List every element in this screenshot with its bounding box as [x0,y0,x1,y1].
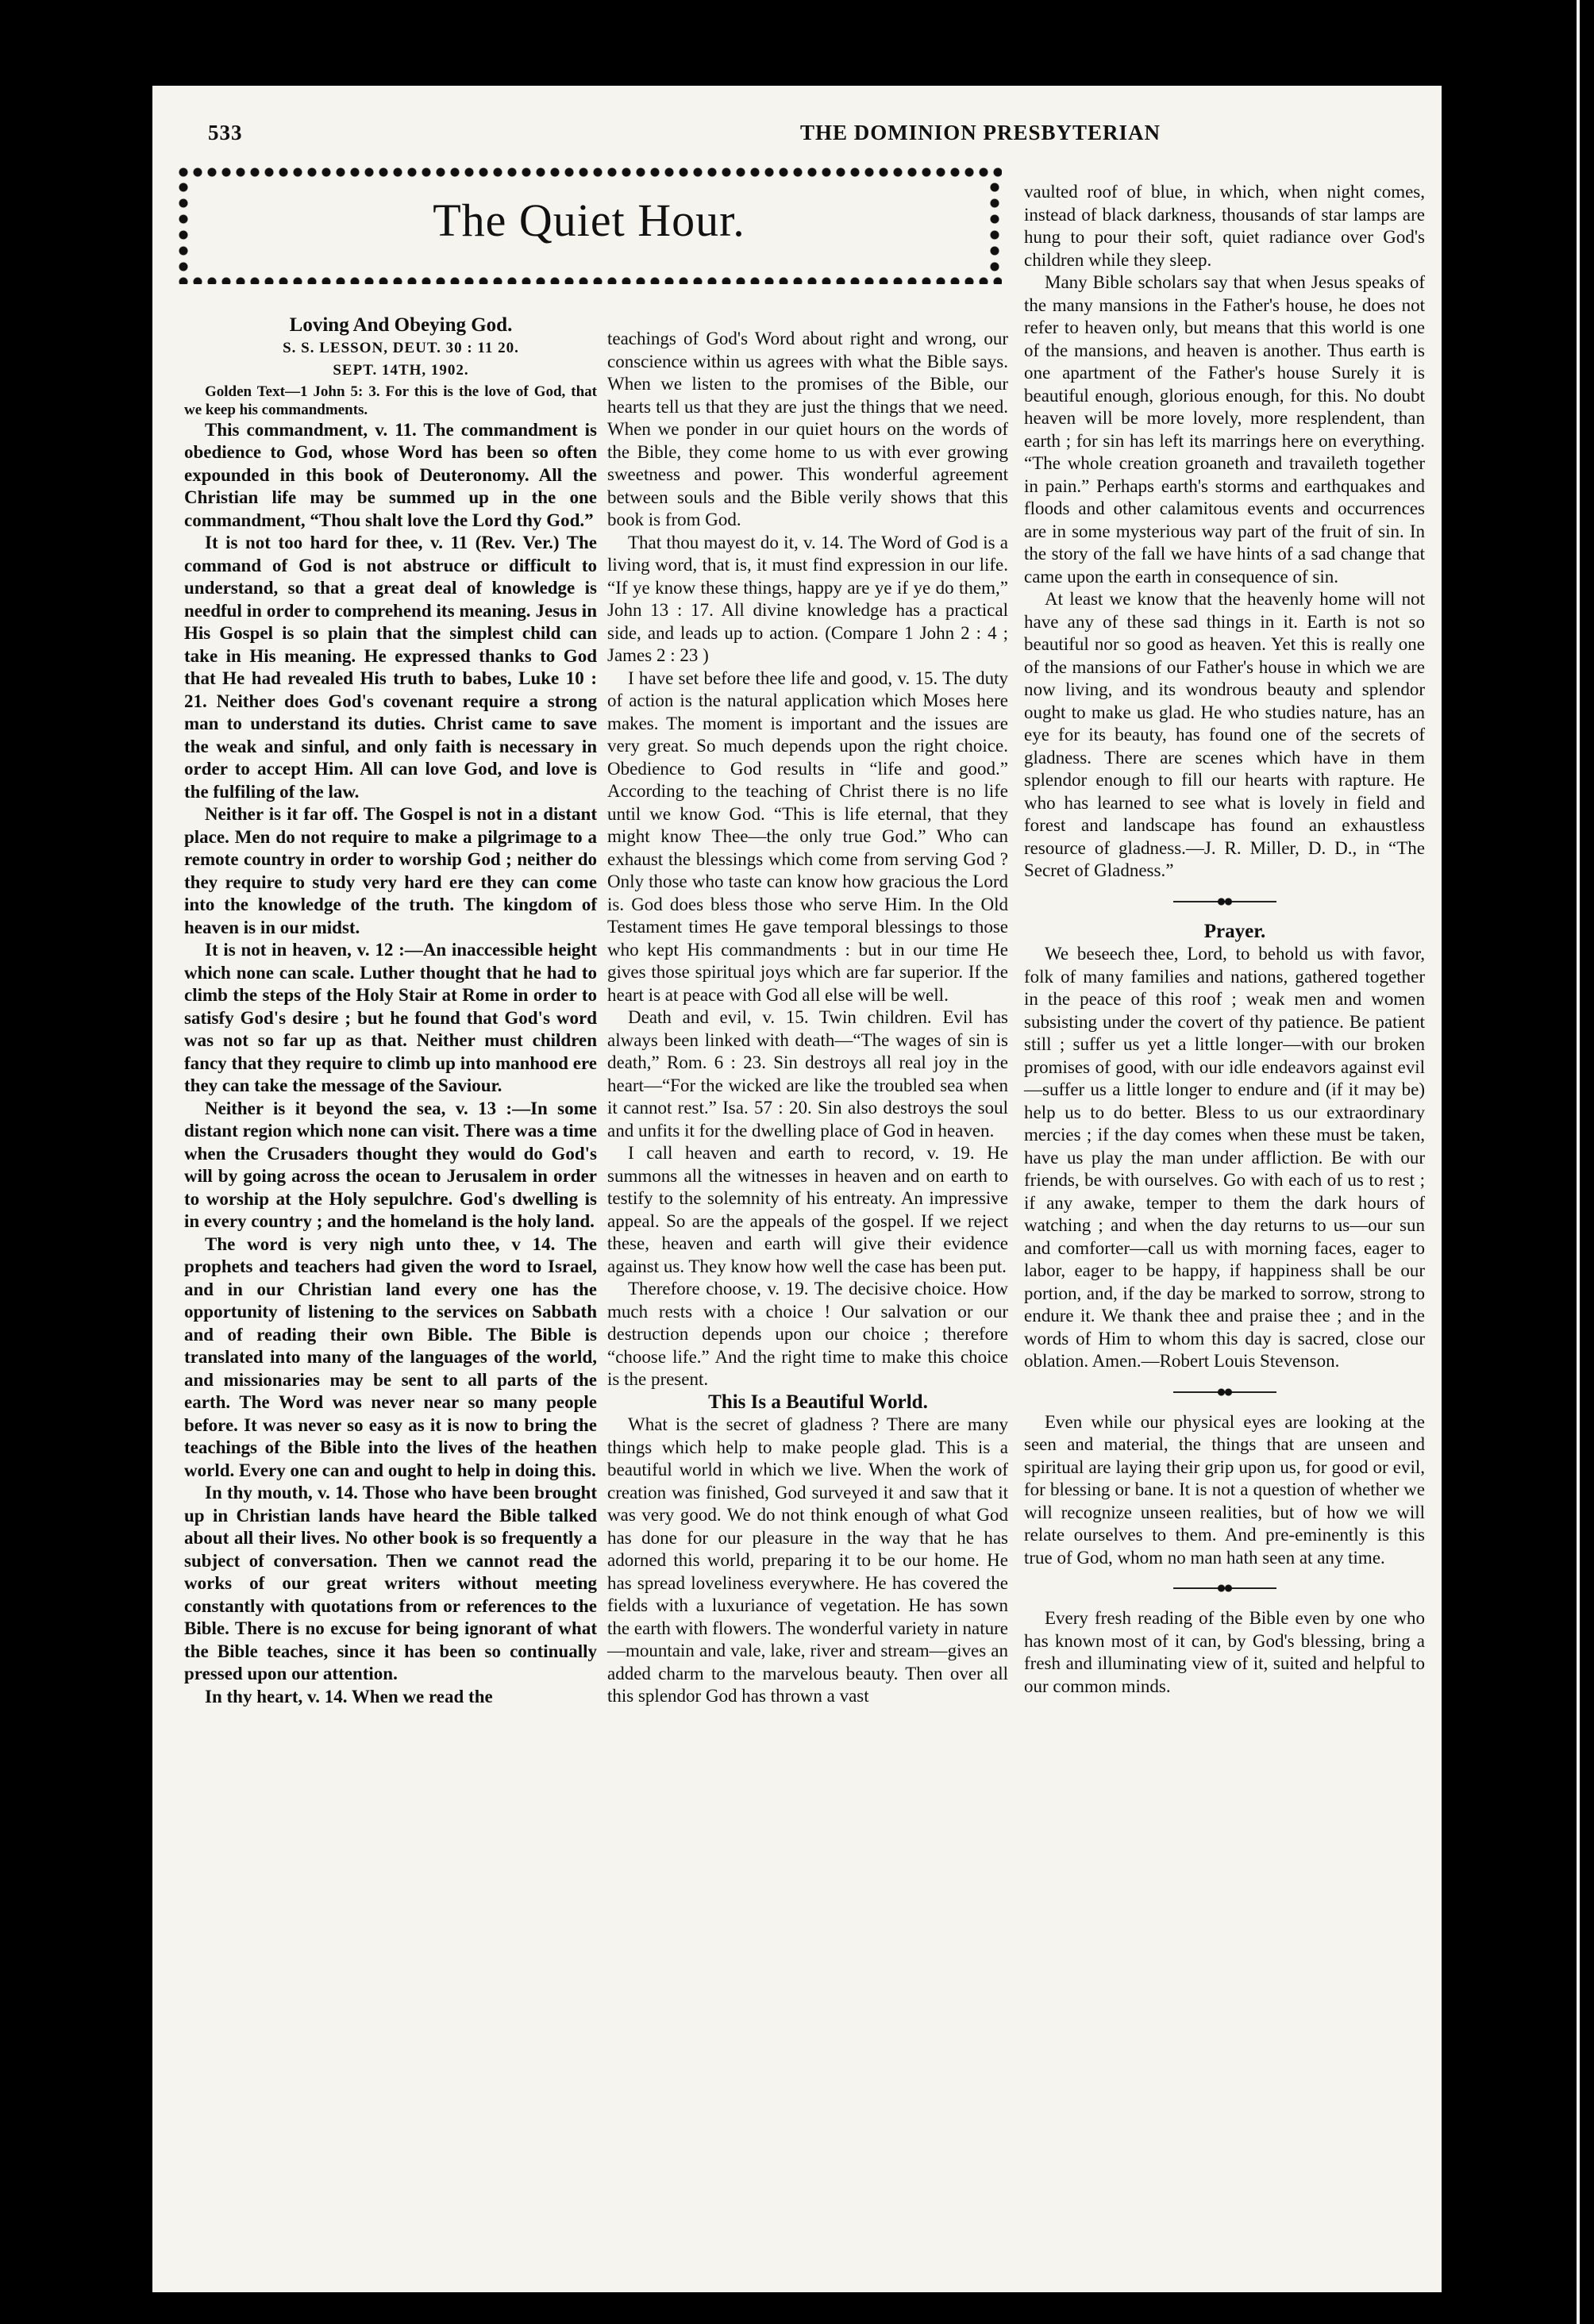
scan-margin-right [1442,0,1594,2324]
column-1 [184,314,597,1708]
page-header [208,121,1161,152]
paragraph: Even while our physical eyes are looking at the seen and material, the things that are unseen and spiritual are laying their grip upon us, for good or evil, for blessing or bane. It is not a question of whether we will recognize unseen realities, but of how we will relate ourselves to them. And pre-eminently is this true of God, whom no man hath seen at any time. [1024,1411,1425,1568]
ornament-divider [1173,897,1276,906]
paragraph: Many Bible scholars say that when Jesus speaks of the many mansions in the Father's house, he does not refer to heaven only, but means that this world is one of the mansions, and heaven is another. Thus earth is one apartment of the Father's house Surely it is beautiful enough, glorious enough, for this. No doubt heaven will be more lovely, more resplendent, than earth ; for sin has left its marrings here on everything. “The whole creation groaneth and travaileth together in pain.” Perhaps earth's storms and earthquakes and floods and other calamitous events and occurrences are in some mysterious way part of the fruit of sin. In the story of the fall we have hints of a sad change that came upon the earth in consequence of sin. [1024,272,1425,587]
beautiful-world-heading: This Is a Beautiful World. [708,1391,928,1413]
lesson-date: SEPT. 14TH, 1902. [333,362,469,379]
newspaper-page [152,86,1442,2292]
paragraph: What is the secret of gladness ? There are many things which help to make people glad. This is a beautiful world in which we live. When the work of creation was finished, God surveyed it and saw that it was very good. We do not think enough of what God has done for our pleasure in the way that he has adorned this world, preparing it to be our home. He has spread loveliness everywhere. He has covered the fields with a luxuriance of vegetation. He has sown the earth with flowers. The wonderful variety in nature—mountain and vale, lake, river and stream—gives an added charm to the marvelous beauty. Then over all this splendor God has thrown a vast [607,1414,1008,1706]
paragraph: In thy mouth, v. 14. Those who have been brought up in Christian lands have heard the Bible talked about all their lives. No other book is so frequently a subject of conversation. Then we cannot read the works of our great writers without meeting constantly with quotations from or references to the Bible. There is no excuse for being ignorant of what the Bible teaches, since it has been so continually pressed upon our attention. [184,1483,597,1683]
title-ornament-box [176,165,1002,284]
scan-edge-line [1577,0,1580,2324]
paragraph: teachings of God's Word about right and wrong, our conscience within us agrees with what the Bible says. When we listen to the promises of the Bible, our hearts tell us that they are just the things that we need. When we ponder in our quiet hours on the words of the Bible, they come home to us with ever growing sweetness and power. This wonderful agreement between souls and the Bible verily shows that this book is from God. [607,329,1008,529]
paragraph: I have set before thee life and good, v. 15. The duty of action is the natural application which Moses here makes. The moment is important and the issues are very great. So much depends upon the right choice. Obedience to God results in “life and good.” According to the teaching of Christ there is no life until we know God. “This is life eternal, that they might know Thee—the only true God.” Who can exhaust the blessings which come from serving God ? Only those who taste can know how gracious the Lord is. God does bless those who serve Him. In the Old Testament times He gave temporal blessings to those who kept His commandments : but in our time He gives those spiritual joys which are far superior. If the heart is at peace with God all else will be well. [607,668,1008,1005]
page-number: 533 [208,121,243,144]
section-title: The Quiet Hour. [433,194,745,246]
ornament-divider [1173,1387,1276,1397]
paragraph: At least we know that the heavenly home will not have any of these sad things in it. Earth is not so beautiful nor so good as heaven. Yet this is really one of the mansions of our Father's house in which we are now living, and its wondrous beauty and splendor ought to make us glad. He who studies nature, has an eye for its beauty, has found one of the secrets of gladness. There are scenes which have in them splendor enough to fill our hearts with rapture. He who has learned to see what is lovely in field and forest and landscape has found an exhaustless resource of gladness.—J. R. Miller, D. D., in “The Secret of Gladness.” [1024,589,1425,880]
paragraph: That thou mayest do it, v. 14. The Word of God is a living word, that is, it must find expression in our life. “If ye know these things, happy are ye if ye do them,” John 13 : 17. All divine knowledge has a practical side, and leads up to action. (Compare 1 John 2 : 4 ; James 2 : 23 ) [607,532,1008,665]
paragraph: Neither is it far off. The Gospel is not in a distant place. Men do not require to make a pilgrimage to a remote country in order to worship God ; neither do they require to study very hard ere they can come into the knowledge of the truth. The kingdom of heaven is in our midst. [184,804,597,937]
paragraph: We beseech thee, Lord, to behold us with favor, folk of many families and nations, gathered together in the peace of this roof ; weak men and women subsisting under the covert of thy patience. Be patient still ; suffer us yet a little longer—with our broken promises of good, with our idle endeavors against evil—suffer us a little longer to endure and (if it may be) help us to do better. Bless to us our extraordinary mercies ; if the day comes when these must be taken, have us play the man under affliction. Be with our friends, be with ourselves. Go with each of us to rest ; if any awake, temper to them the dark hours of watching ; and when the day returns to us—our sun and comforter—call us with morning faces, eager to labor, eager to be happy, if happiness shall be our portion, and, if the day be marked to sorrow, strong to endure it. We thank thee and praise thee ; and in the words of Him to whom this day is sacred, close our oblation. Amen.—Robert Louis Stevenson. [1024,944,1425,1371]
paragraph: It is not too hard for thee, v. 11 (Rev. Ver.) The command of God is not abstruce or difficult to understand, so that a great deal of knowledge is needful in order to comprehend its meaning. Jesus in His Gospel is so plain that the simplest child can take in His meaning. He expressed thanks to God that He had revealed His truth to babes, Luke 10 : 21. Neither does God's covenant require a strong man to understand its duties. Christ came to save the weak and sinful, and only faith is necessary in order to accept Him. All can love God, and love is the fulfiling of the law. [184,533,597,802]
column-2 [607,328,1008,1708]
paragraph: Every fresh reading of the Bible even by one who has known most of it can, by God's blessing, bring a fresh and illuminating view of it, suited and helpful to our common minds. [1024,1608,1425,1696]
column-3 [1024,181,1425,1698]
paragraph: In thy heart, v. 14. When we read the [205,1686,493,1706]
golden-text: Golden Text—1 John 5: 3. For this is the love of God, that we keep his commandments. [184,383,597,418]
paragraph: Death and evil, v. 15. Twin children. Evil has always been linked with death—“The wages of sin is death,” Rom. 6 : 23. Sin destroys all real joy in the heart—“For the wicked are like the troubled sea when it cannot rest.” Isa. 57 : 20. Sin also destroys the soul and unfits it for the dwelling place of God in heaven. [607,1007,1008,1141]
ornament-divider [1173,1583,1276,1593]
paragraph: vaulted roof of blue, in which, when night comes, instead of black darkness, thousands of star lamps are hung to pour their soft, quiet radiance over God's children while they sleep. [1024,182,1425,270]
paragraph: It is not in heaven, v. 12 :—An inaccessible height which none can scale. Luther thought that he had to climb the steps of the Holy Stair at Rome in order to satisfy God's desire ; but he found that God's word was not so far up as that. Neither must children fancy that they require to climb up into manhood ere they can take the message of the Saviour. [184,940,597,1095]
lesson-reference: S. S. LESSON, DEUT. 30 : 11 20. [283,339,519,356]
lesson-heading: Loving And Obeying God. [289,314,513,336]
paragraph: I call heaven and earth to record, v. 19. He summons all the witnesses in heaven and on earth to testify to the solemnity of his entreaty. An impressive appeal. So are the appeals of the gospel. If we reject these, heaven and earth will give their evidence against us. They know how well the case has been put. [607,1143,1008,1276]
paragraph: Neither is it beyond the sea, v. 13 :—In some distant region which none can visit. There was a time when the Crusaders thought they would do God's will by going across the ocean to Jerusalem in order to worship at the Holy sepulchre. God's dwelling is in every country ; and the homeland is the holy land. [184,1098,597,1231]
paper-name: THE DOMINION PRESBYTERIAN [799,121,1161,144]
paragraph: Therefore choose, v. 19. The decisive choice. How much rests with a choice ! Our salvation or our destruction depends upon our choice ; therefore “choose life.” And the right time to make this choice is the present. [607,1279,1008,1389]
paragraph: The word is very nigh unto thee, v 14. The prophets and teachers had given the word to Israel, and in our Christian land every one has the opportunity of listening to the services on Sabbath and of reading their own Bible. The Bible is translated into many of the languages of the world, and missionaries may be sent to all parts of the earth. The Word was never near so many people before. It was never so easy as it is now to bring the teachings of the Bible into the lives of the heathen world. Every one can and ought to help in doing this. [184,1233,597,1480]
prayer-heading: Prayer. [1203,920,1266,942]
paragraph: This commandment, v. 11. The commandment is obedience to God, whose Word has been so often expounded in this book of Deuteronomy. All the Christian life may be summed up in the one commandment, “Thou shalt love the Lord thy God.” [184,419,597,530]
